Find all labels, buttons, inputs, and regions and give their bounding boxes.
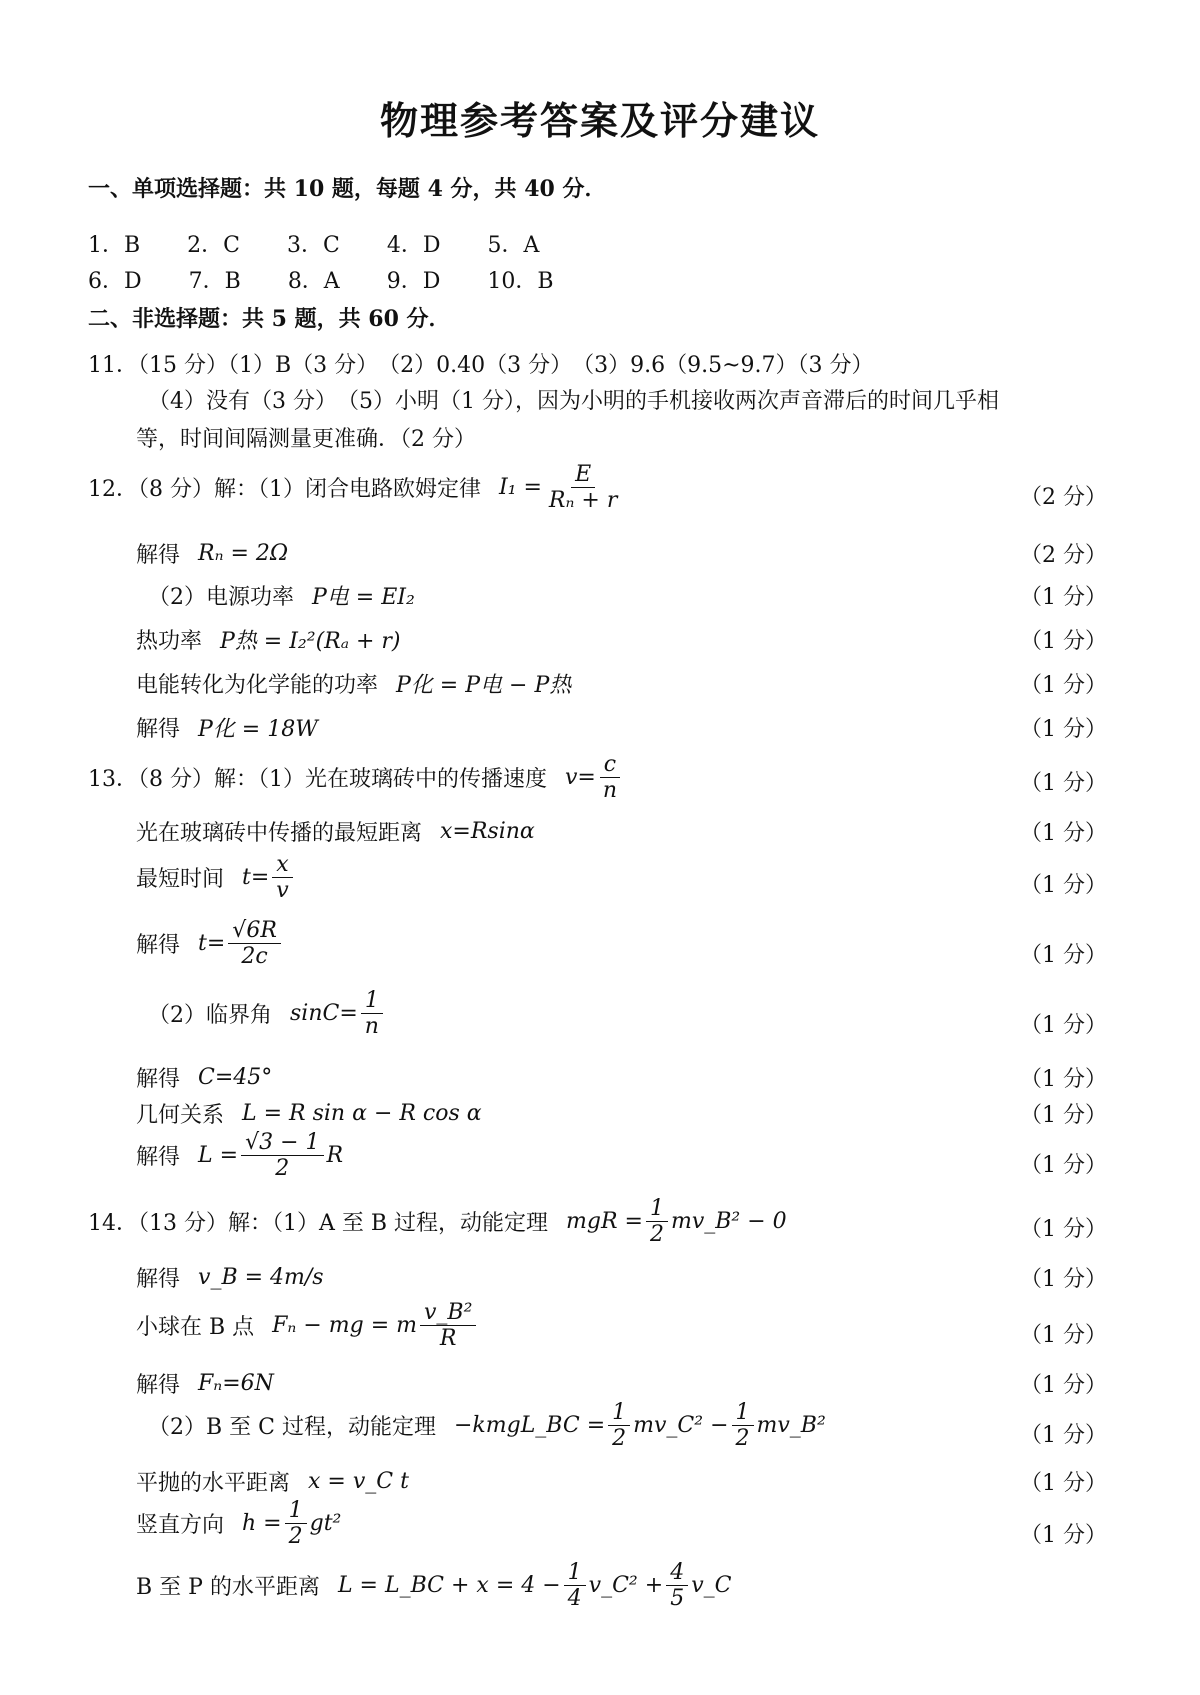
points: （2 分） xyxy=(1020,485,1107,510)
fraction: $\frac{E}{\text{Rₙ + r}}$ xyxy=(548,462,618,514)
answer-item: 10．B xyxy=(487,269,554,294)
q11-line-3: 等，时间间隔测量更准确．（2 分） xyxy=(136,427,476,452)
page-title: 物理参考答案及评分建议 xyxy=(379,98,820,143)
fraction: $\frac{√6R}{2c}$ xyxy=(228,918,281,970)
answers-row-2 xyxy=(88,264,554,295)
points: （1 分） xyxy=(1020,1153,1107,1178)
points: （1 分） xyxy=(1020,629,1107,654)
answer-item: 5．A xyxy=(487,233,540,258)
answers-row-1 xyxy=(88,228,539,259)
points: （1 分） xyxy=(1020,673,1107,698)
points: （1 分） xyxy=(1020,1067,1107,1092)
q13-line-2: 光在玻璃砖中传播的最短距离 x=Rsinα xyxy=(136,819,535,846)
q13-line-4: 解得 t= $\frac{√6R}{2c}$ xyxy=(136,918,284,970)
q14-line-8: B 至 P 的水平距离 L = L_BC + x = 4 − $\frac{1}{4}$ v_C² + $\frac{4}{5}$ v_C xyxy=(136,1560,732,1612)
q13-line-6: 解得 C=45° xyxy=(136,1065,273,1092)
q14-line-7: 竖直方向 h = $\frac{1}{2}$ gt² xyxy=(136,1498,342,1550)
fraction: $\frac{1}{2}$ xyxy=(285,1498,307,1550)
points: （1 分） xyxy=(1020,1323,1107,1348)
q12-line-6: 解得 P化 = 18W xyxy=(136,717,318,742)
fraction: $\frac{1}{4}$ xyxy=(564,1560,586,1612)
answer-item: 2．C xyxy=(187,233,241,258)
q14-line-2: 解得 v_B = 4m/s xyxy=(136,1265,324,1292)
q13-line-7: 几何关系 L = R sin α − R cos α xyxy=(136,1101,482,1128)
q12-line-5: 电能转化为化学能的功率 P化 = P电 − P热 xyxy=(136,673,572,698)
answer-item: 3．C xyxy=(287,233,340,258)
q12-line-3: （2）电源功率 P电 = EI₂ xyxy=(148,585,415,610)
q14-line-5: （2）B 至 C 过程，动能定理 −kmgL_BC = $\frac{1}{2}$ mv_C² − $\frac{1}{2}$ mv_B² xyxy=(148,1400,826,1452)
answer-item: 1．B xyxy=(88,233,141,258)
points: （1 分） xyxy=(1020,1471,1107,1496)
q14-line-4: 解得 Fₙ=6N xyxy=(136,1371,274,1398)
section-1-heading: 一、单项选择题：共 10 题，每题 4 分，共 40 分． xyxy=(88,176,607,202)
q14-line-1: 14．（13 分）解：（1）A 至 B 过程，动能定理 mgR = $\frac{1}{2}$ mv_B² − 0 xyxy=(88,1196,787,1248)
points: （1 分） xyxy=(1020,1013,1107,1038)
fraction: $\frac{1}{2}$ xyxy=(608,1400,630,1452)
answer-item: 4．D xyxy=(386,233,441,258)
q12-line-2: 解得 Rₙ = 2Ω xyxy=(136,541,289,568)
points: （1 分） xyxy=(1020,585,1107,610)
q11-line-2: （4）没有（3 分） （5）小明（1 分），因为小明的手机接收两次声音滞后的时间几乎相 xyxy=(148,389,999,414)
q12-eq: I₁ = xyxy=(498,475,542,501)
answer-item: 7．B xyxy=(188,269,241,294)
fraction: $\frac{\text{v\_B²}}{R}$ xyxy=(420,1300,476,1352)
points: （1 分） xyxy=(1020,717,1107,742)
answer-item: 8．A xyxy=(287,269,340,294)
section-2-heading: 二、非选择题：共 5 题，共 60 分． xyxy=(88,306,451,332)
q13-line-1: 13．（8 分）解：（1）光在玻璃砖中的传播速度 v= $\frac{c}{n}$ xyxy=(88,752,624,804)
points: （1 分） xyxy=(1020,943,1107,968)
points: （1 分） xyxy=(1020,1523,1107,1548)
answer-item: 6．D xyxy=(88,269,142,294)
points: （1 分） xyxy=(1020,821,1107,846)
points: （1 分） xyxy=(1020,1373,1107,1398)
answer-item: 9．D xyxy=(386,269,441,294)
q11-line-1: 11．（15 分）（1）B（3 分） （2）0.40（3 分） （3）9.6（9.5~9.7）（3 分） xyxy=(88,353,874,378)
q13-line-3: 最短时间 t= $\frac{x}{v}$ xyxy=(136,852,296,904)
points: （2 分） xyxy=(1020,543,1107,568)
points: （1 分） xyxy=(1020,1267,1107,1292)
fraction: $\frac{√3 - 1}{2}$ xyxy=(241,1130,323,1182)
q12-line-1 xyxy=(88,462,624,514)
fraction: $\frac{1}{2}$ xyxy=(732,1400,754,1452)
q14-line-3: 小球在 B 点 Fₙ − mg = m $\frac{\text{v\_B²}}{R}$ xyxy=(136,1300,479,1352)
points: （1 分） xyxy=(1020,771,1107,796)
fraction: $\frac{x}{v}$ xyxy=(272,852,292,904)
points: （1 分） xyxy=(1020,1103,1107,1128)
points: （1 分） xyxy=(1020,1217,1107,1242)
q13-line-8: 解得 L = $\frac{√3 - 1}{2}$ R xyxy=(136,1130,344,1182)
q13-line-5: （2）临界角 sinC= $\frac{1}{n}$ xyxy=(148,988,386,1040)
fraction: $\frac{c}{n}$ xyxy=(599,752,621,804)
q12-line-4: 热功率 P热 = I₂²(Rₐ + r) xyxy=(136,629,401,654)
fraction: $\frac{1}{n}$ xyxy=(361,988,383,1040)
fraction: $\frac{1}{2}$ xyxy=(646,1196,668,1248)
fraction: $\frac{4}{5}$ xyxy=(666,1560,688,1612)
q12-text: 12．（8 分）解：（1）闭合电路欧姆定律 xyxy=(88,477,481,503)
points: （1 分） xyxy=(1020,873,1107,898)
q14-line-6: 平抛的水平距离 x = v_C t xyxy=(136,1469,409,1496)
points: （1 分） xyxy=(1020,1423,1107,1448)
